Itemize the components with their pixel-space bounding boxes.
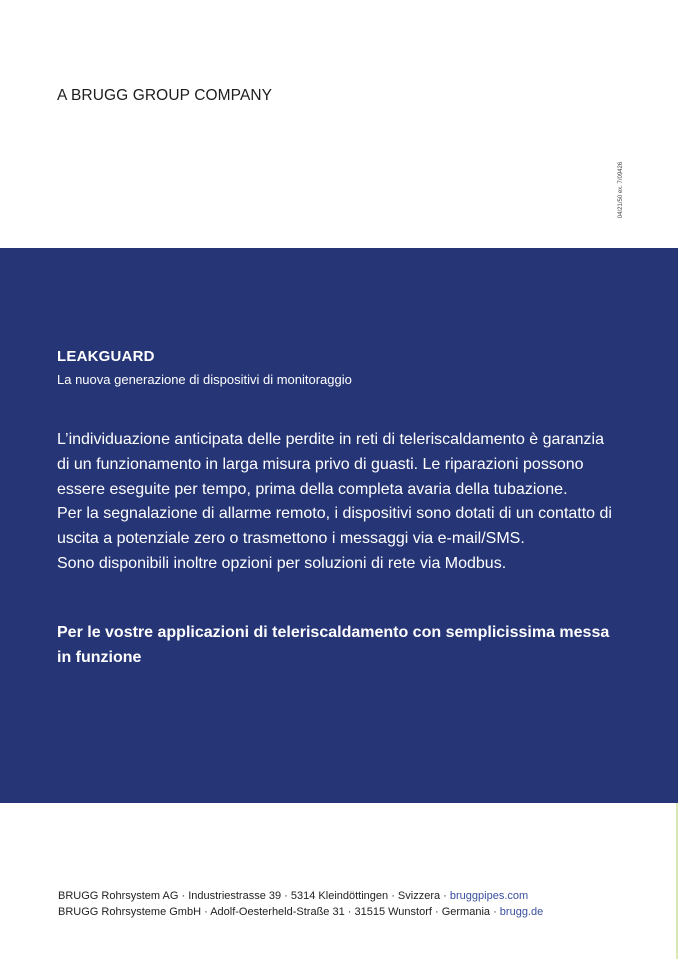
website-link-brugg[interactable]: brugg.de [499, 905, 544, 918]
footer-address-text: BRUGG Rohrsysteme GmbH · Adolf-Oesterheld-Straße 31 · 31515 Wunstorf · Germania · [58, 905, 500, 918]
description-line: di un funzionamento in larga misura privo di guasti. Le riparazioni possono [57, 455, 584, 473]
website-link-bruggpipes[interactable]: bruggpipes.com [449, 890, 529, 902]
application-tagline [57, 620, 657, 670]
product-title: LEAKGUARD [57, 348, 155, 365]
description-line: L’individuazione anticipata delle perdite in reti di teleriscaldamento è garanzia [57, 431, 605, 448]
print-code [617, 155, 625, 225]
company-tagline: A BRUGG GROUP COMPANY [57, 87, 273, 104]
description-line: essere eseguite per tempo, prima della completa avaria della tubazione. [57, 480, 568, 498]
description-line: Per la segnalazione di allarme remoto, i dispositivi sono dotati di un contatto di [57, 505, 612, 523]
footer-addresses [58, 889, 543, 920]
footer-address-germany [58, 905, 543, 921]
print-code-text: 04/21/50 ex. 7/09426 [618, 161, 624, 219]
description-line: uscita a potenziale zero o trasmettono i messaggi via e-mail/SMS. [57, 530, 525, 548]
product-subtitle: La nuova generazione di dispositivi di monitoraggio [57, 372, 352, 387]
tagline-line: in funzione [57, 649, 142, 666]
footer-address-switzerland [58, 889, 543, 905]
product-panel [0, 248, 678, 803]
tagline-line: Per le vostre applicazioni di teleriscaldamento con semplicissima messa [57, 624, 610, 641]
description-line: Sono disponibili inoltre opzioni per soluzioni di rete via Modbus. [57, 554, 507, 572]
footer-address-text: BRUGG Rohrsystem AG · Industriestrasse 39 · 5314 Kleindöttingen · Svizzera · [58, 890, 450, 902]
description-paragraph [57, 428, 647, 577]
